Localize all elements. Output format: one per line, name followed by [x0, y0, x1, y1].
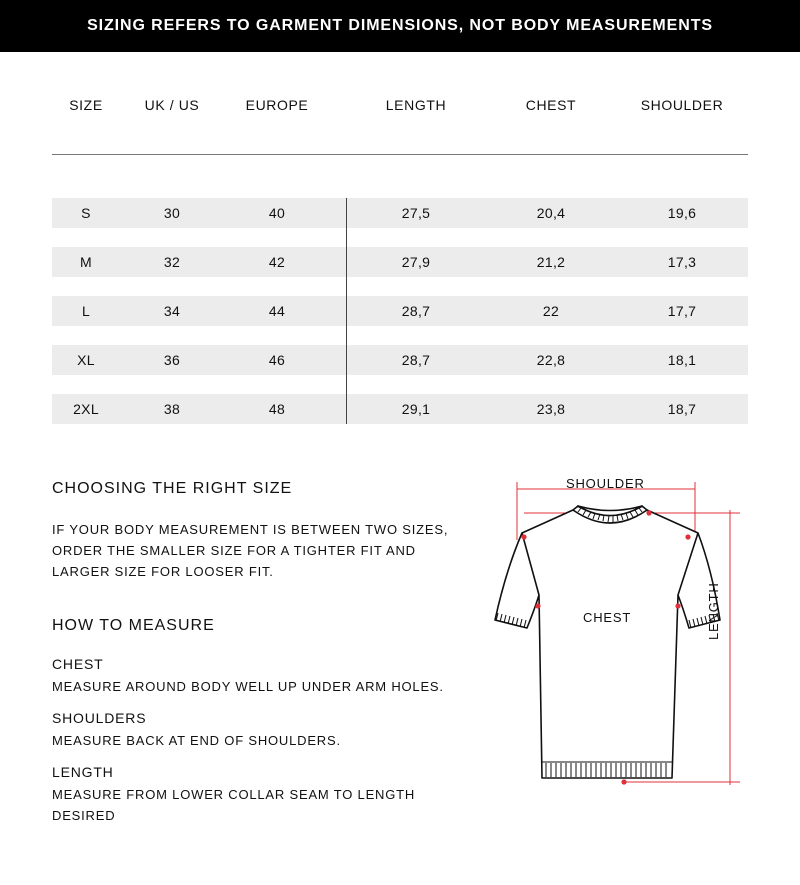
cell-shoulder: 18,1: [667, 352, 697, 368]
header-divider: [52, 154, 748, 155]
measure-point: [685, 534, 690, 539]
cell-length: 27,5: [401, 205, 431, 221]
header-uk-us: UK / US: [144, 97, 200, 113]
cell-chest: 22: [542, 303, 560, 319]
header-chest: CHEST: [525, 97, 577, 113]
table-row: [52, 247, 748, 277]
cell-size: XL: [77, 352, 95, 368]
measure-point: [621, 779, 626, 784]
choosing-line: ORDER THE SMALLER SIZE FOR A TIGHTER FIT AND: [52, 543, 416, 558]
length-label: LENGTH: [706, 582, 721, 640]
cell-uk-us: 32: [163, 254, 181, 270]
measure-point: [521, 534, 526, 539]
size-table-header: [52, 92, 748, 118]
shoulders-heading: SHOULDERS: [52, 710, 147, 726]
chest-label: CHEST: [583, 610, 632, 625]
cell-length: 27,9: [401, 254, 431, 270]
choosing-line: LARGER SIZE FOR LOOSER FIT.: [52, 564, 274, 579]
cell-europe: 40: [268, 205, 286, 221]
shoulder-label: SHOULDER: [566, 476, 645, 491]
cell-shoulder: 17,7: [667, 303, 697, 319]
header-size: SIZE: [69, 97, 103, 113]
table-row: [52, 394, 748, 424]
cell-uk-us: 34: [163, 303, 181, 319]
cell-chest: 23,8: [536, 401, 566, 417]
cell-uk-us: 30: [163, 205, 181, 221]
table-row: [52, 296, 748, 326]
measurement-diagram: [490, 470, 760, 800]
sizing-banner: [0, 0, 800, 52]
cell-shoulder: 19,6: [667, 205, 697, 221]
cell-chest: 22,8: [536, 352, 566, 368]
cell-length: 28,7: [401, 303, 431, 319]
cell-length: 28,7: [401, 352, 431, 368]
how-to-measure-title: HOW TO MEASURE: [52, 617, 215, 634]
measure-point: [646, 510, 651, 515]
cell-size: M: [80, 254, 92, 270]
cell-uk-us: 36: [163, 352, 181, 368]
banner-text: SIZING REFERS TO GARMENT DIMENSIONS, NOT BODY MEASUREMENTS: [87, 17, 713, 34]
length-line: DESIRED: [52, 808, 116, 823]
cell-europe: 44: [268, 303, 286, 319]
header-shoulder: SHOULDER: [640, 97, 724, 113]
length-line: MEASURE FROM LOWER COLLAR SEAM TO LENGTH: [52, 787, 416, 802]
choosing-line: IF YOUR BODY MEASUREMENT IS BETWEEN TWO SIZES,: [52, 522, 449, 537]
cell-europe: 42: [268, 254, 286, 270]
header-length: LENGTH: [385, 97, 447, 113]
table-row: [52, 198, 748, 228]
cell-size: 2XL: [73, 401, 99, 417]
cell-chest: 21,2: [536, 254, 566, 270]
cell-length: 29,1: [401, 401, 431, 417]
length-instruction: [52, 784, 415, 826]
chest-heading: CHEST: [52, 656, 104, 672]
header-europe: EUROPE: [245, 97, 309, 113]
measure-point: [675, 603, 680, 608]
cell-europe: 48: [268, 401, 286, 417]
cell-uk-us: 38: [163, 401, 181, 417]
measure-point: [535, 603, 540, 608]
shoulders-instruction: MEASURE BACK AT END OF SHOULDERS.: [52, 733, 341, 748]
cell-size: L: [81, 303, 91, 319]
table-column-divider: [346, 198, 347, 424]
chest-instruction: MEASURE AROUND BODY WELL UP UNDER ARM HOLES.: [52, 679, 444, 694]
choosing-size-title: CHOOSING THE RIGHT SIZE: [52, 480, 293, 497]
choosing-size-text: [52, 519, 448, 582]
size-table-body: [52, 198, 748, 443]
shirt-outline: [495, 510, 720, 778]
cell-shoulder: 17,3: [667, 254, 697, 270]
cell-chest: 20,4: [536, 205, 566, 221]
cell-europe: 46: [268, 352, 286, 368]
cell-size: S: [81, 205, 91, 221]
table-row: [52, 345, 748, 375]
cell-shoulder: 18,7: [667, 401, 697, 417]
length-heading: LENGTH: [52, 764, 114, 780]
